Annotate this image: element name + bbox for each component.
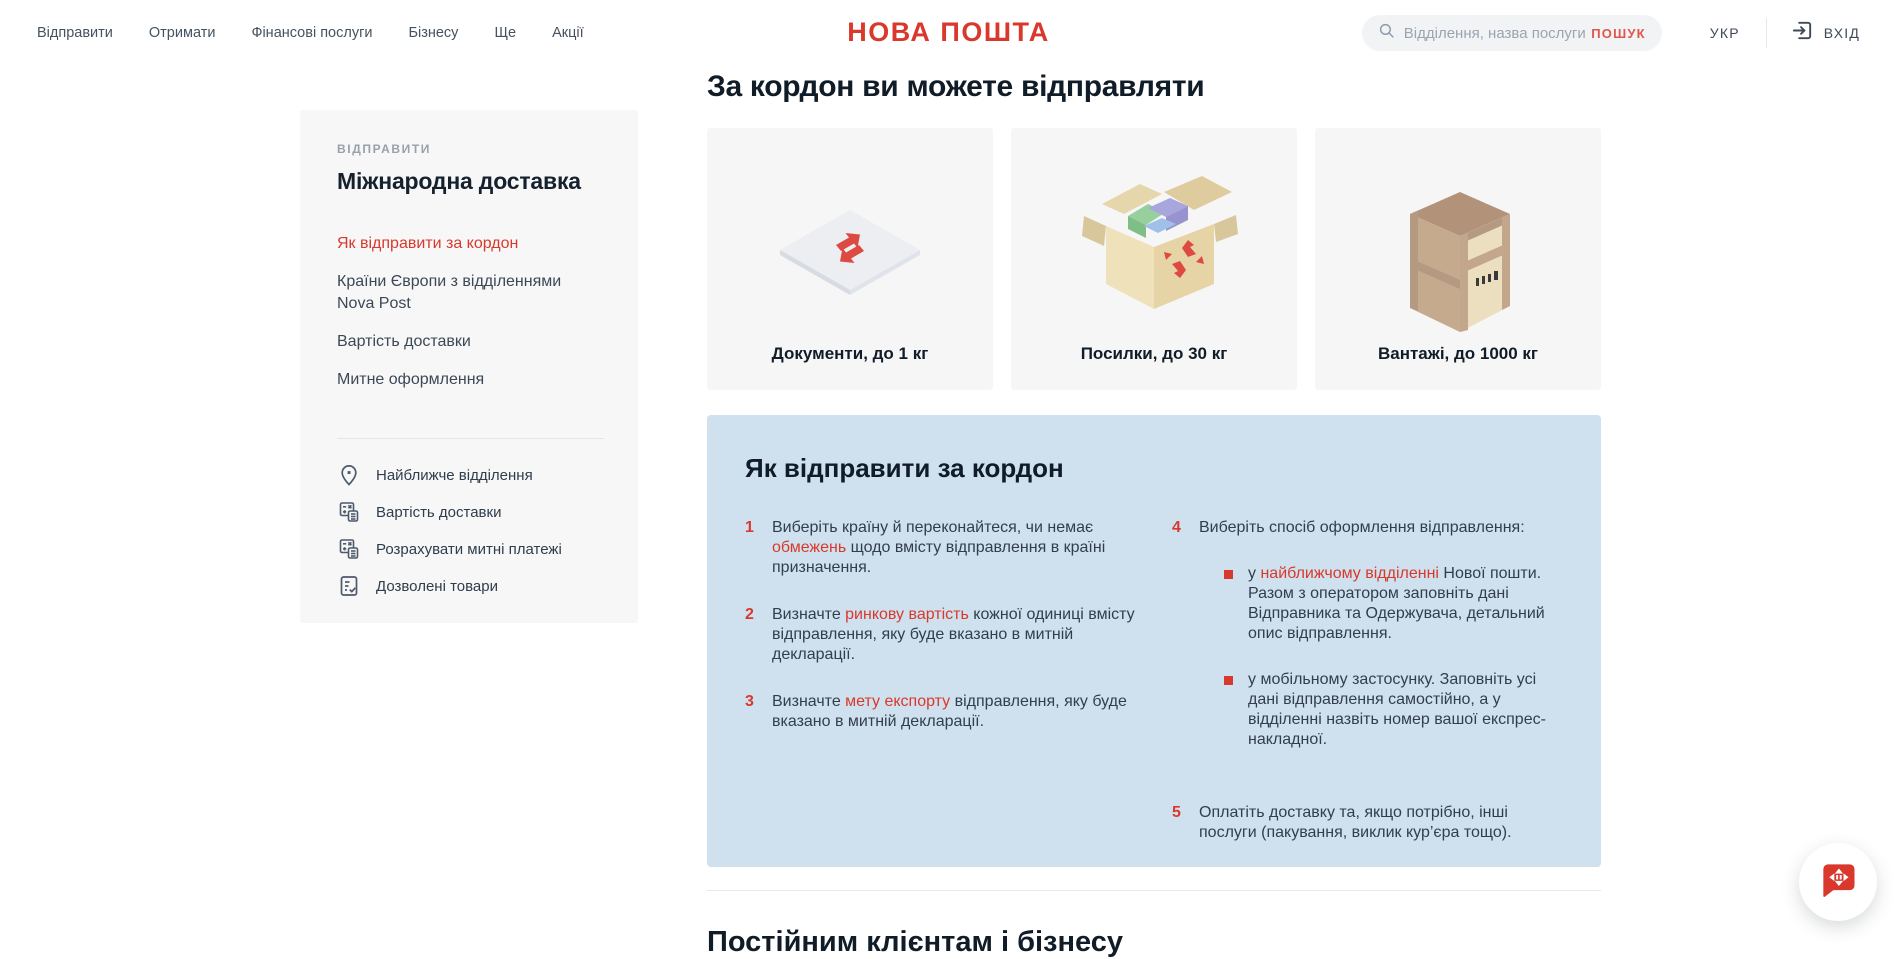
sidebar-link[interactable]: Країни Європи з відділеннями Nova Post <box>337 273 562 312</box>
search-button[interactable]: ПОШУК <box>1591 25 1646 41</box>
step-row <box>745 605 1145 665</box>
bullet-square-icon <box>1224 676 1233 685</box>
step-text: Визначте <box>772 606 846 623</box>
nav-link[interactable]: Отримати <box>148 25 216 41</box>
numbered-step <box>745 518 1145 578</box>
bullet-item <box>1224 564 1568 644</box>
sidebar <box>300 110 638 623</box>
section-divider <box>707 890 1601 891</box>
page-title: За кордон ви можете відправляти <box>707 70 1205 103</box>
login-label: ВХІД <box>1823 25 1860 41</box>
step-bullets <box>1224 564 1568 750</box>
step-body <box>772 605 1145 665</box>
chat-bubble-arrows-icon <box>1816 858 1860 907</box>
card-label: Посилки, до 30 кг <box>1080 344 1228 363</box>
numbered-step <box>745 692 1145 732</box>
step-text: Виберіть країну й переконайтеся, чи немає <box>772 519 1094 536</box>
header <box>0 0 1897 66</box>
step-text: щодо вмісту відправлення в країні призначення. <box>772 539 1106 576</box>
inline-link[interactable]: найближчому відділенні <box>1260 565 1439 582</box>
login-icon <box>1791 19 1814 47</box>
main-nav <box>37 0 584 66</box>
search-box[interactable] <box>1362 15 1662 51</box>
step-row <box>1172 518 1568 776</box>
next-section-heading-clipped: Постійним клієнтам і бізнесу <box>707 926 1123 958</box>
sidebar-link[interactable]: Як відправити за кордон <box>337 235 519 252</box>
sidebar-title: Міжнародна доставка <box>337 168 581 194</box>
steps-column-right <box>1172 518 1568 870</box>
login-button[interactable] <box>1791 19 1860 47</box>
quick-link-label: Вартість доставки <box>376 503 502 521</box>
calculator-icon <box>337 500 361 524</box>
nav-link[interactable]: Акції <box>552 25 584 41</box>
info-box-title: Як відправити за кордон <box>745 453 1064 483</box>
inline-link[interactable]: обмежень <box>772 539 847 556</box>
quick-link-label: Розрахувати митні платежі <box>376 540 562 558</box>
card-label: Документи, до 1 кг <box>771 344 929 363</box>
step-text: відправлення, яку буде вказано в митній декларації. <box>772 693 1127 730</box>
chat-widget-button[interactable] <box>1799 843 1877 921</box>
sidebar-quick-link[interactable] <box>337 500 604 524</box>
inline-link[interactable]: мету експорту <box>845 693 951 710</box>
card-label: Вантажі, до 1000 кг <box>1377 344 1539 363</box>
bullet-item <box>1224 670 1568 750</box>
step-number: 1 <box>745 519 754 536</box>
sidebar-quick-link[interactable] <box>337 574 604 598</box>
open-box-illustration <box>1044 146 1264 351</box>
nav-link[interactable]: Бізнесу <box>408 25 459 41</box>
bullet-body <box>1248 670 1568 750</box>
step-text: у мобільному застосунку. Заповніть усі дані відправлення самостійно, а у відділенні назвіть номер вашої експрес-накладної. <box>1248 671 1546 748</box>
sidebar-quick-link[interactable] <box>337 537 604 561</box>
step-number: 5 <box>1172 804 1181 821</box>
step-body <box>772 692 1145 732</box>
step-body <box>772 518 1145 578</box>
sidebar-link[interactable]: Митне оформлення <box>337 371 485 388</box>
step-row <box>745 518 1145 578</box>
numbered-step <box>745 605 1145 665</box>
header-right <box>1362 15 1860 51</box>
location-pin-icon <box>337 463 361 487</box>
envelope-illustration <box>740 146 960 351</box>
nav-link[interactable]: Ще <box>494 25 517 41</box>
how-to-send-info-box <box>707 415 1601 867</box>
numbered-step <box>1172 803 1568 843</box>
step-row <box>1172 803 1568 843</box>
step-text: кожної одиниці вмісту відправлення, яку буде вказано в митній декларації. <box>772 606 1135 663</box>
sidebar-divider <box>337 438 604 439</box>
step-body <box>1199 803 1568 843</box>
step-number: 2 <box>745 606 754 623</box>
step-text: у <box>1248 565 1261 582</box>
checklist-icon <box>337 574 361 598</box>
step-text: Оплатіть доставку та, якщо потрібно, інші послуги (пакування, виклик кур’єра тощо). <box>1199 804 1512 841</box>
step-number: 3 <box>745 693 754 710</box>
step-body <box>1199 518 1568 776</box>
step-number: 4 <box>1172 519 1181 536</box>
header-divider <box>1766 18 1767 48</box>
sidebar-link[interactable]: Вартість доставки <box>337 333 471 350</box>
sidebar-eyebrow: ВІДПРАВИТИ <box>337 142 432 156</box>
nav-link[interactable]: Фінансові послуги <box>251 25 373 41</box>
sidebar-quick-links <box>337 463 604 598</box>
search-icon <box>1378 22 1395 44</box>
numbered-step <box>1172 518 1568 776</box>
nova-poshta-logo[interactable]: НОВА ПОШТА <box>847 17 1050 47</box>
steps-column-left <box>745 518 1145 759</box>
bullet-square-icon <box>1224 570 1233 579</box>
shipment-type-card[interactable] <box>707 128 993 390</box>
step-text: Визначте <box>772 693 846 710</box>
sidebar-quick-link[interactable] <box>337 463 604 487</box>
nav-link[interactable]: Відправити <box>37 25 113 41</box>
calculator-icon <box>337 537 361 561</box>
step-text: Виберіть спосіб оформлення відправлення: <box>1199 519 1525 536</box>
sidebar-links <box>337 233 604 391</box>
step-row <box>745 692 1145 732</box>
shipment-type-card[interactable] <box>1315 128 1601 390</box>
search-input[interactable] <box>1404 25 1585 42</box>
inline-link[interactable]: ринкову вартість <box>845 606 969 623</box>
step-text: Нової пошти. Разом з оператором заповніть дані Відправника та Одержувача, детальний опис відправлення. <box>1248 565 1545 642</box>
shipment-type-cards <box>707 128 1601 390</box>
language-switcher[interactable]: УКР <box>1709 25 1740 41</box>
shipment-type-card[interactable] <box>1011 128 1297 390</box>
bullet-body <box>1248 564 1568 644</box>
quick-link-label: Найближче відділення <box>376 466 533 484</box>
wooden-crate-illustration <box>1348 146 1568 351</box>
quick-link-label: Дозволені товари <box>376 577 498 595</box>
